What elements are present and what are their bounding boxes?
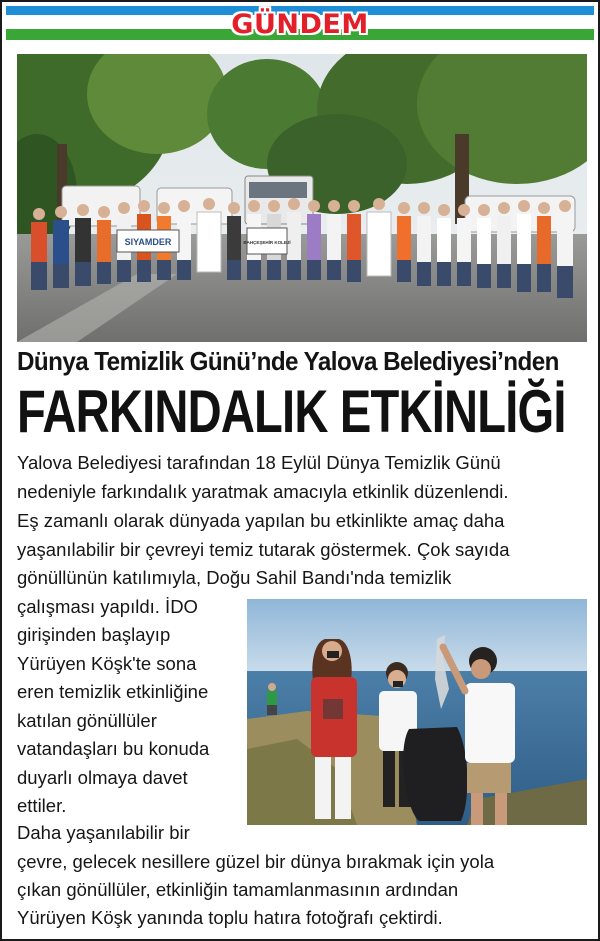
cleanup-photo-illustration [247,599,587,825]
body-line: Yürüyen Köşk'te sona [17,653,197,674]
banner-siyamder: SIYAMDER [124,237,172,247]
section-header-band [6,6,594,40]
banner-kosk: BAHÇEŞEHİR KOLEJİ [243,240,291,245]
body-line: çıkan gönüllüler, etkinliğin tamamlanmasının ardından [17,879,459,900]
body-line: çevre, gelecek nesillere güzel bir dünya bırakmak için yola [17,851,495,872]
body-line: vatandaşları bu konuda [17,738,210,759]
body-line: gönüllünün katılımıyla, Doğu Sahil Bandı'nda temizlik [17,567,452,588]
body-line: yaşanılabilir bir çevreyi temiz tutarak göstermek. Çok sayıda [17,539,510,560]
body-line: eren temizlik etkinliğine [17,681,209,702]
body-line: Daha yaşanılabilir bir [17,822,190,843]
body-line: nedeniyle farkındalık yaratmak amacıyla etkinlik düzenlendi. [17,481,509,502]
body-line: girişinden başlayıp [17,624,171,645]
body-line: duyarlı olmaya davet [17,767,188,788]
cleanup-photo [247,599,587,825]
section-title: GÜNDEM [231,9,369,40]
body-line: katılan gönüllüler [17,710,157,731]
group-photo-illustration [17,54,587,342]
body-line: Eş zamanlı olarak dünyada yapılan bu etkinlikte amaç daha [17,510,505,531]
body-line: ettiler. [17,795,67,816]
article-subheadline: Dünya Temizlik Günü’nde Yalova Belediyesi’nden [17,346,559,376]
group-photo [17,54,587,342]
article-headline: FARKINDALIK ETKİNLİĞİ [17,378,566,445]
body-line: Yalova Belediyesi tarafından 18 Eylül Dünya Temizlik Günü [17,452,501,473]
body-line: çalışması yapıldı. İDO [17,596,198,617]
body-line: Yürüyen Köşk yanında toplu hatıra fotoğrafı çektirdi. [17,907,443,928]
